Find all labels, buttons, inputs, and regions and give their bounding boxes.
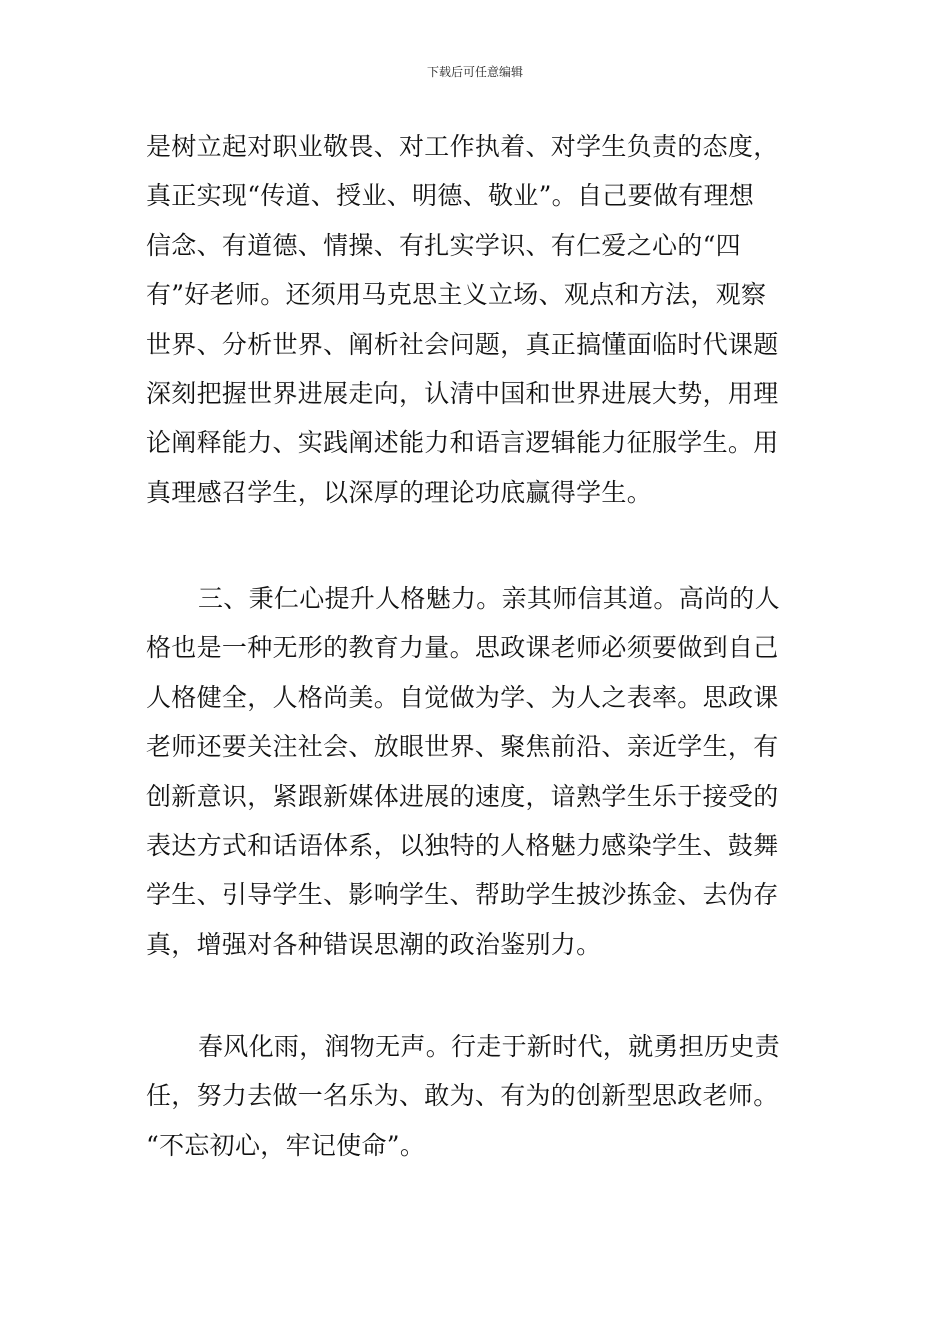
text-line: 有”好老师。还须用马克思主义立场、观点和方法，观察: [146, 280, 767, 310]
text-line: 春风化雨，润物无声。行走于新时代，就勇担历史责: [198, 1032, 780, 1061]
page-header: 下载后可任意编辑: [426, 65, 523, 79]
text-line: 世界、分析世界、阐析社会问题，真正搞懂面临时代课题: [146, 329, 779, 359]
text-line: 创新意识，紧跟新媒体进展的速度，谙熟学生乐于接受的: [146, 781, 779, 811]
text-line: 真正实现“传道、授业、明德、敬业”。自己要做有理想: [146, 181, 755, 211]
text-line: 是树立起对职业敬畏、对工作执着、对学生负责的态度，: [146, 132, 779, 161]
text-line: 真理感召学生，以深厚的理论功底赢得学生。: [146, 477, 653, 507]
text-line: 真，增强对各种错误思潮的政治鉴别力。: [146, 929, 602, 959]
text-line: 老师还要关注社会、放眼世界、聚焦前沿、亲近学生，有: [146, 732, 779, 762]
text-line: 论阐释能力、实践阐述能力和语言逻辑能力征服学生。用: [146, 428, 779, 458]
paragraph-continued: [146, 122, 814, 517]
text-line: 信念、有道德、情操、有扎实学识、有仁爱之心的“四: [146, 230, 741, 260]
text-line: 三、秉仁心提升人格魅力。亲其师信其道。高尚的人: [198, 584, 780, 613]
text-line: 深刻把握世界进展走向，认清中国和世界进展大势，用理: [146, 379, 779, 409]
paragraph-section-three: [146, 574, 814, 969]
paragraph-conclusion: [146, 1022, 814, 1170]
text-line: “不忘初心，牢记使命”。: [146, 1130, 426, 1160]
text-line: 格也是一种无形的教育力量。思政课老师必须要做到自己: [146, 633, 779, 663]
text-line: 学生、引导学生、影响学生、帮助学生披沙拣金、去伪存: [146, 880, 779, 910]
text-line: 任，努力去做一名乐为、敢为、有为的创新型思政老师。: [146, 1081, 779, 1111]
text-line: 人格健全，人格尚美。自觉做为学、为人之表率。思政课: [146, 682, 779, 712]
text-line: 表达方式和话语体系，以独特的人格魅力感染学生、鼓舞: [146, 831, 779, 861]
